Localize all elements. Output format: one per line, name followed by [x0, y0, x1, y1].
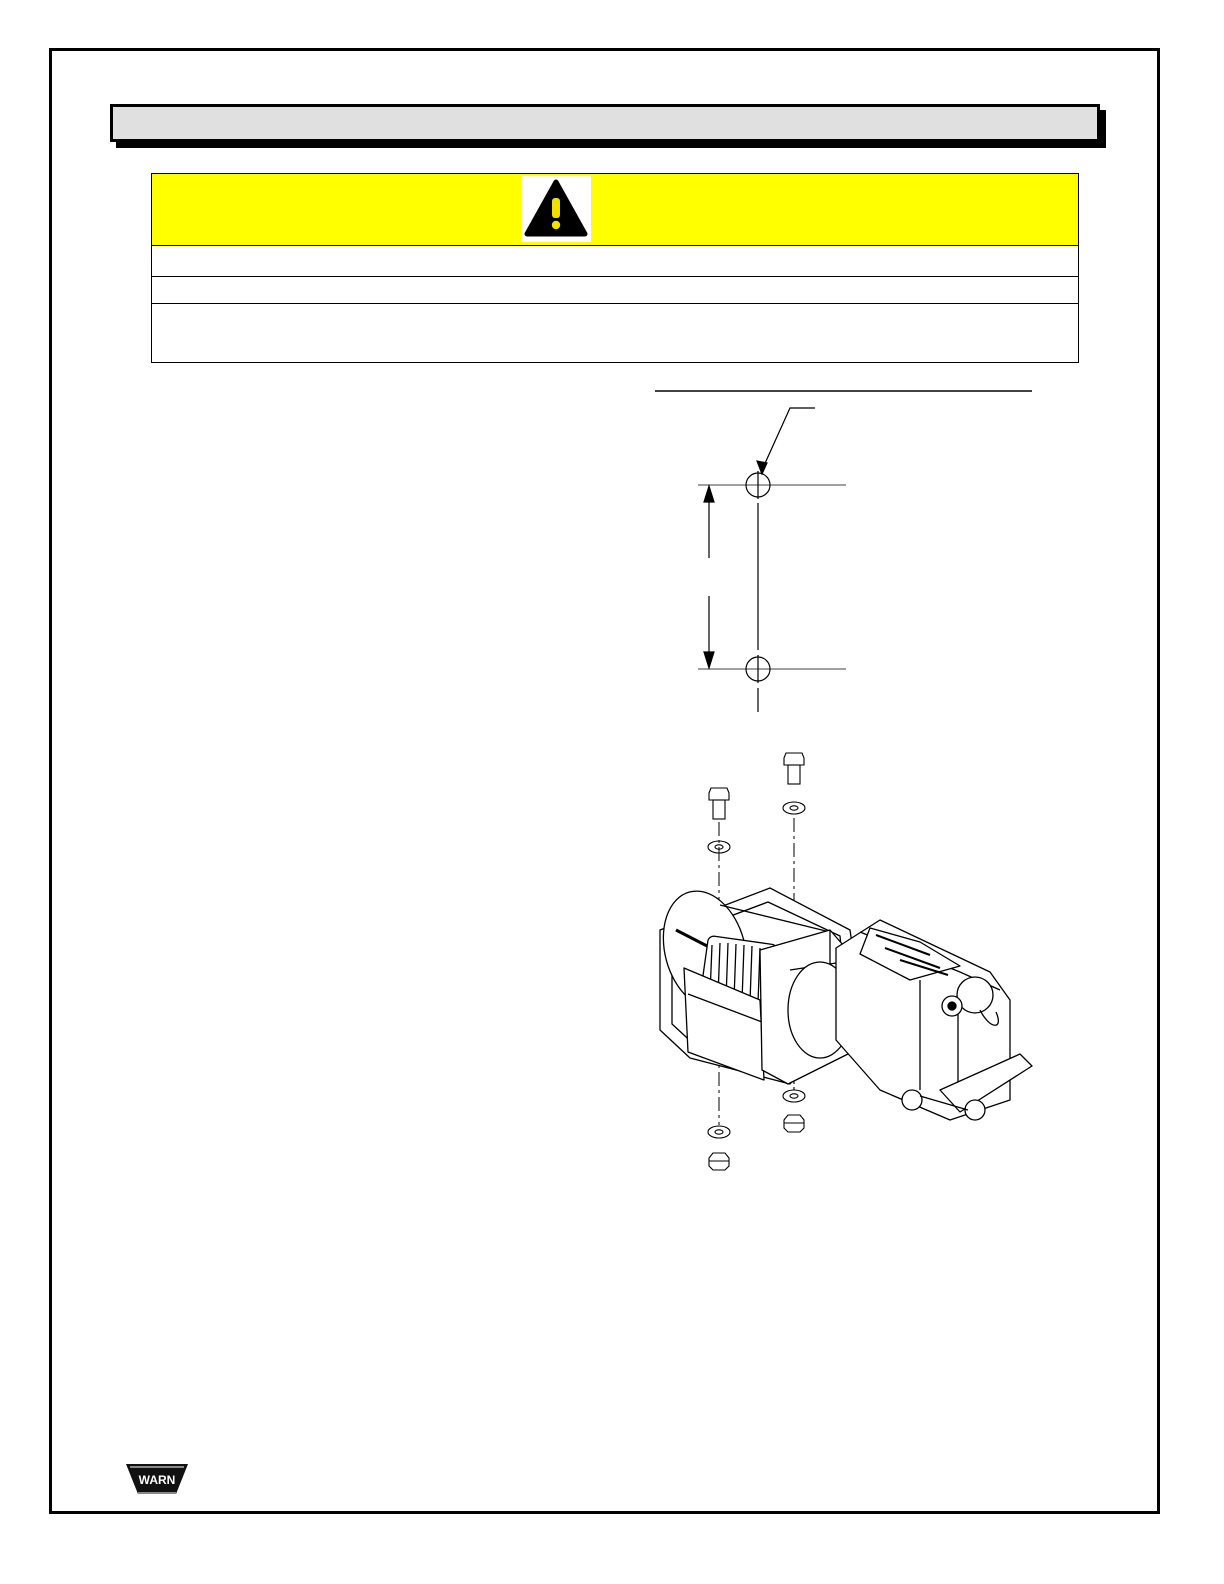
callout-leader	[762, 408, 815, 470]
bolt-head	[784, 753, 804, 765]
bolt-pattern-template	[698, 408, 846, 712]
warning-box	[151, 173, 1079, 363]
warning-row	[152, 277, 1078, 304]
warning-header	[152, 174, 1078, 246]
warn-logo	[124, 1462, 190, 1496]
warning-row	[152, 304, 1078, 362]
clutch-knob	[902, 1090, 922, 1110]
bolt-shank	[713, 800, 725, 819]
warning-triangle-icon	[521, 176, 591, 242]
warn-logo-text: WARN	[138, 1473, 176, 1487]
warning-row	[152, 246, 1078, 277]
bolt-head	[709, 788, 729, 800]
winch-assembly	[651, 882, 1032, 1120]
section-title-bar	[110, 104, 1100, 142]
winch-mounting-drawing	[600, 370, 1080, 1200]
bolt-shank	[788, 765, 800, 784]
